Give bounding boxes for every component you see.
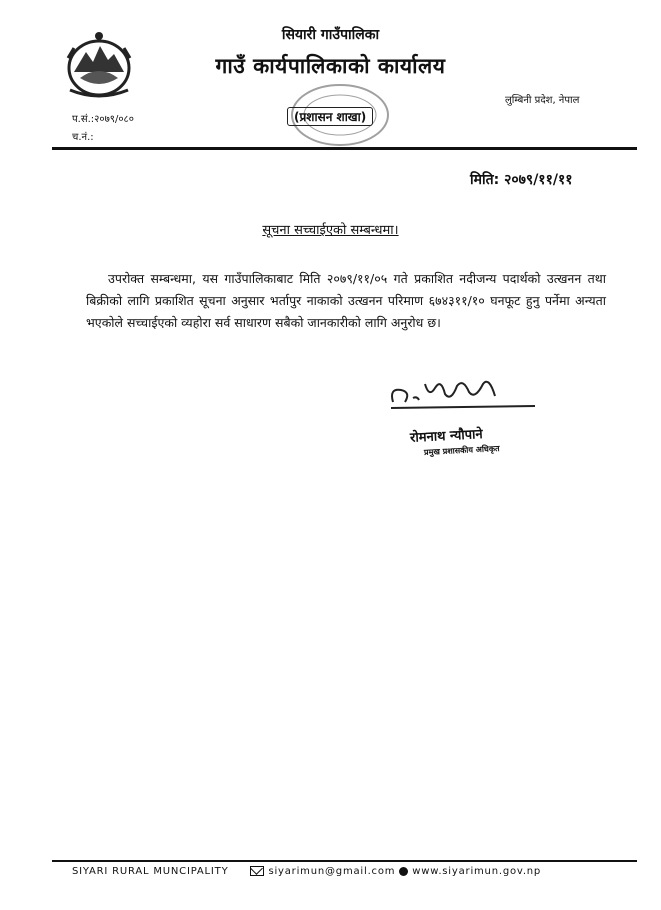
body-text: उपरोक्त सम्बन्धमा, यस गाउँपालिकाबाट मिति २०७९/११/०५ गते प्रकाशित नदीजन्य पदार्थको उत्खनन तथा बिक्रीको लागि प्रकाशित सूचना अनुसार भर्तापुर नाकाको उत्खनन परिमाण ६७४३११/१० घनफूट हुनु पर्नेमा अन्यता भएकोले सच्चाईएको व्यहोरा सर्व साधारण सबैको जानकारीको लागि अनुरोध छ। — [86, 271, 606, 330]
letter-body — [86, 268, 606, 334]
letter-date: मिति: २०७९/११/११ — [470, 172, 573, 188]
footer-organization: SIYARI RURAL MUNCIPALITY — [72, 866, 229, 877]
footer — [72, 866, 592, 877]
mail-icon — [250, 866, 264, 876]
office-name: गाउँ कार्यपालिकाको कार्यालय — [215, 54, 446, 78]
footer-website[interactable]: www.siyarimun.gov.np — [412, 866, 542, 877]
globe-icon — [399, 867, 408, 876]
footer-email[interactable]: siyarimun@gmail.com — [268, 866, 396, 877]
department-label: (प्रशासन शाखा) — [287, 107, 373, 126]
footer-divider — [52, 860, 637, 862]
subject-text: सूचना सच्चाईएको सम्बन्धमा। — [262, 223, 399, 238]
reference-number: प.सं.:२०७९/०८० — [72, 114, 134, 125]
handwritten-signature — [385, 374, 545, 414]
header-divider — [52, 147, 637, 150]
dispatch-number: च.नं.: — [72, 132, 94, 143]
province-label: लुम्बिनी प्रदेश, नेपाल — [505, 95, 580, 106]
signer-title: प्रमुख प्रशासकीय अधिकृत — [423, 444, 500, 457]
municipality-name: सियारी गाउँपालिका — [281, 27, 380, 43]
signer-name: रोमनाथ न्यौपाने — [409, 427, 484, 446]
letter-subject — [0, 220, 661, 238]
